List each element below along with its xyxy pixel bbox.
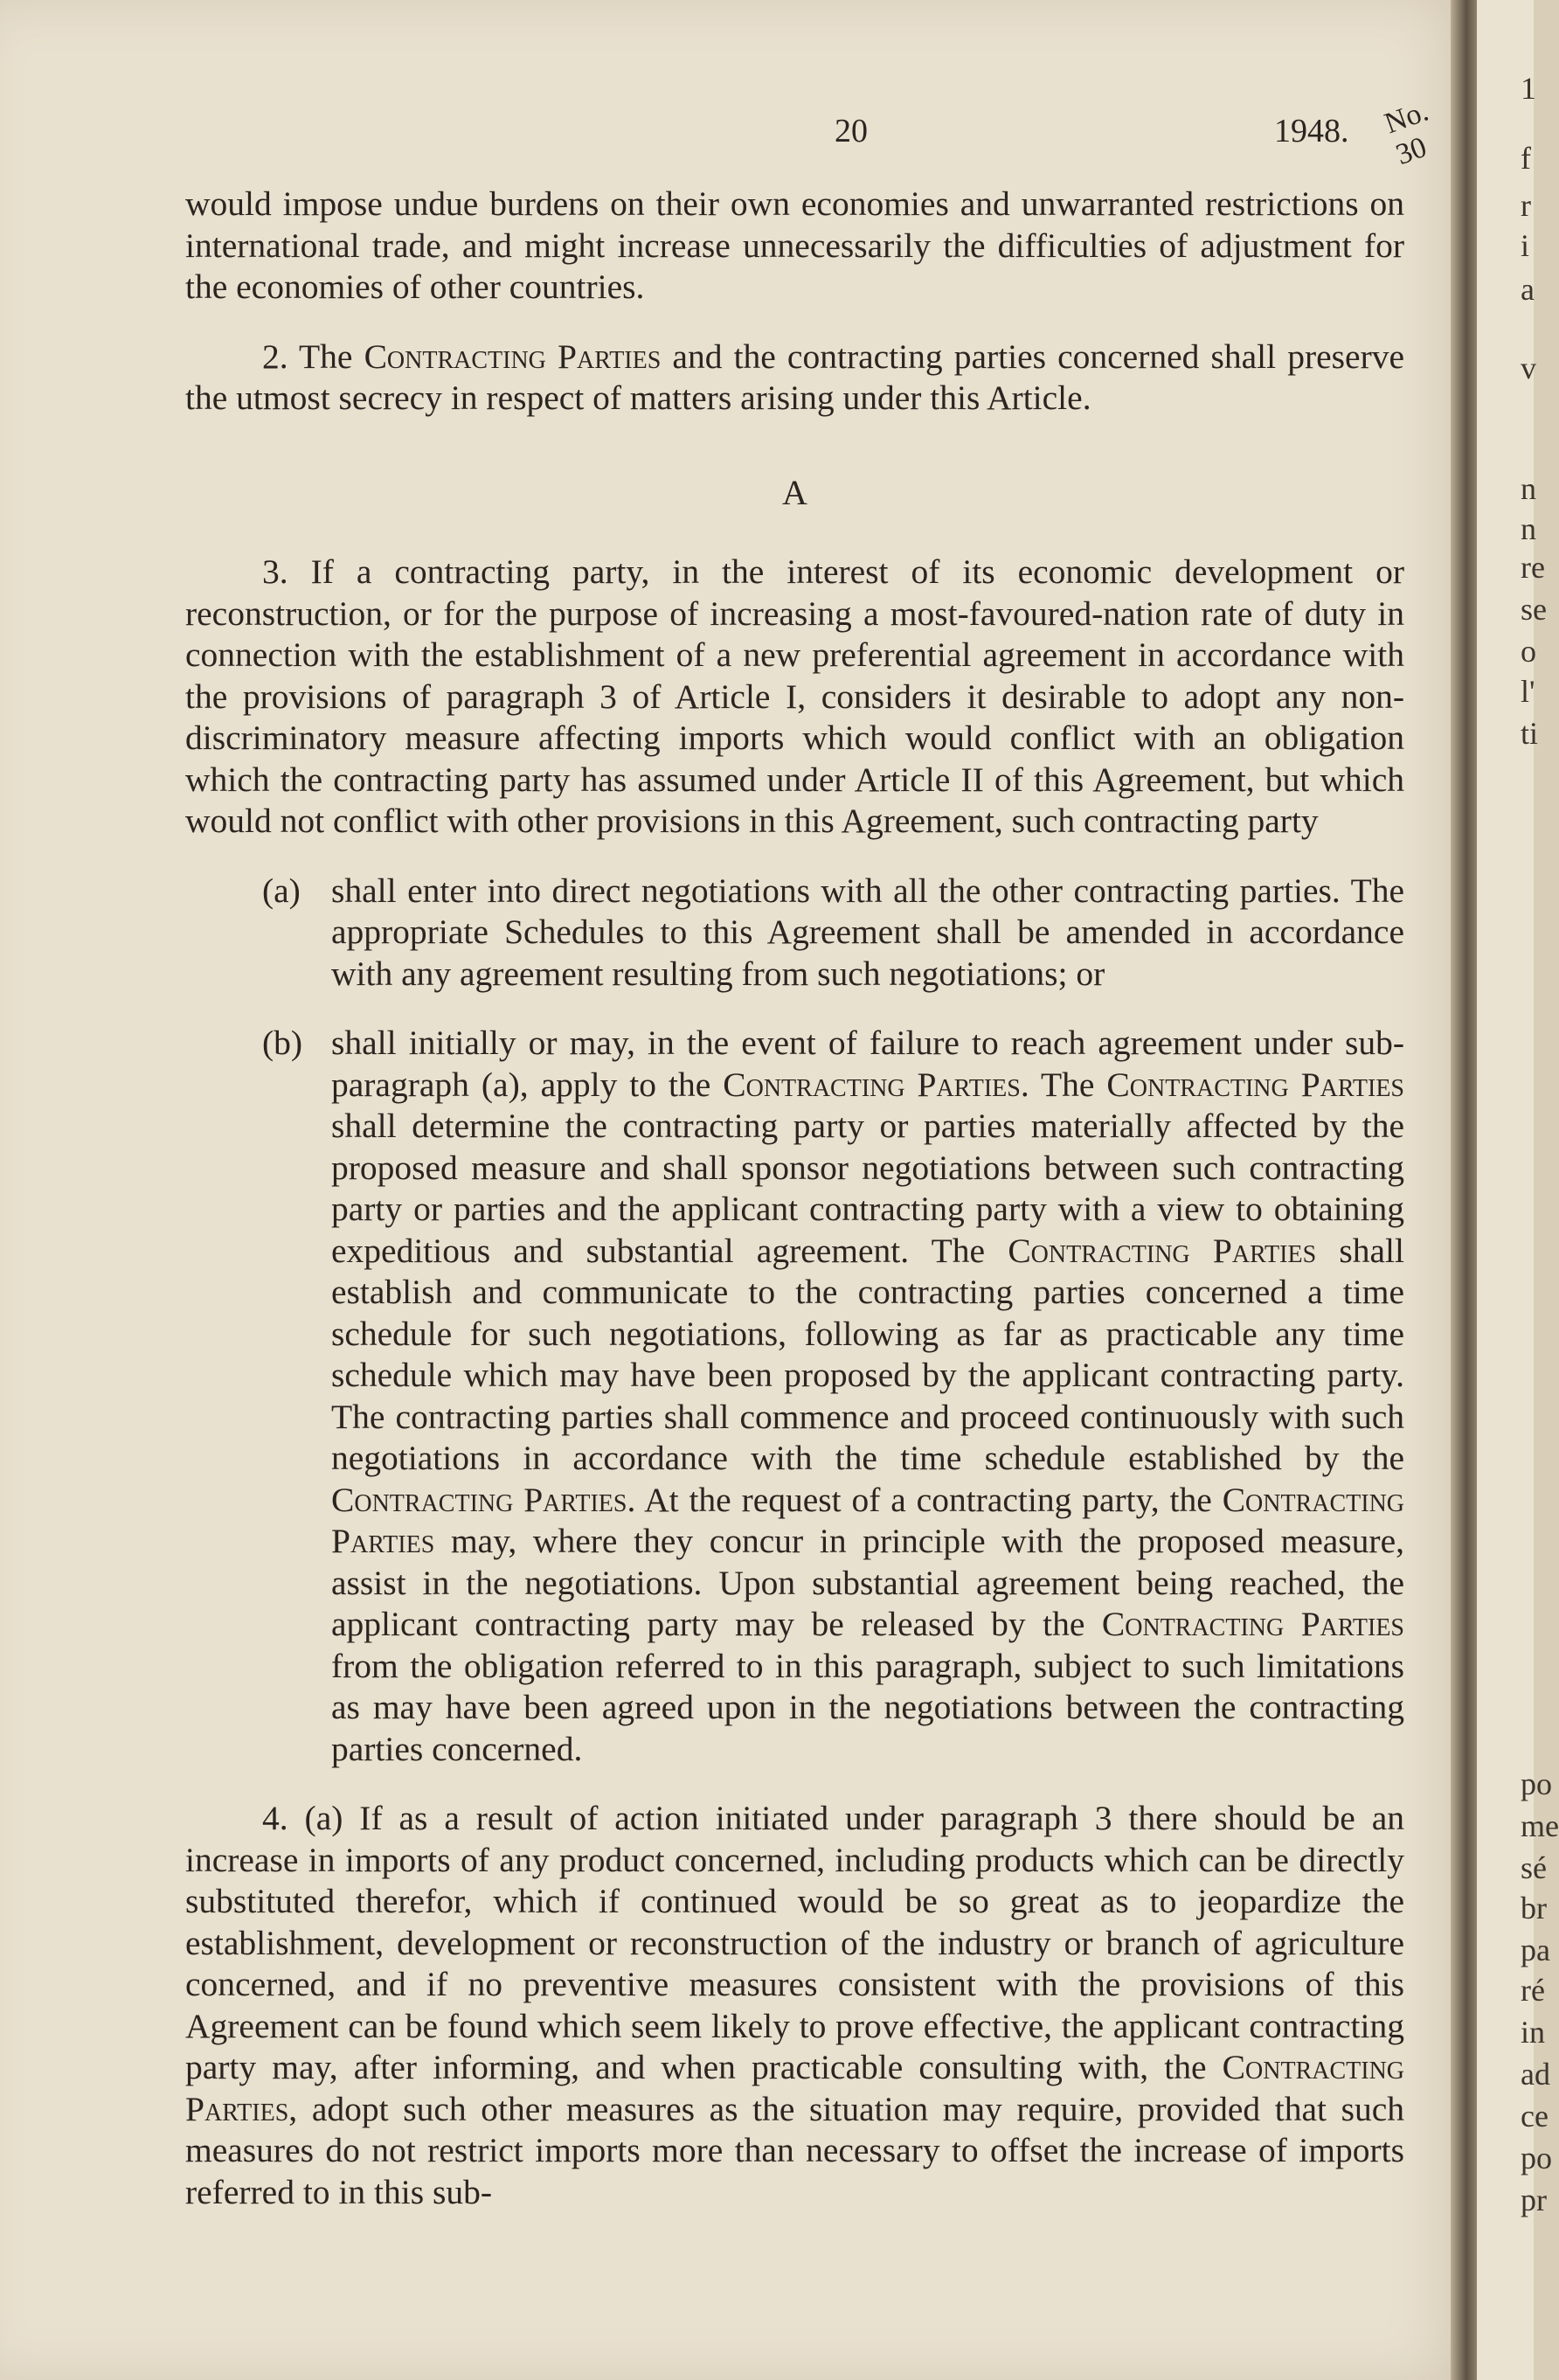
page-header [0,94,1468,172]
facing-fragment: sé [1521,1850,1547,1885]
subparagraph-b [185,1023,1404,1770]
facing-fragment: po [1521,2141,1552,2175]
page-number: 20 [835,113,868,149]
paragraph-4-text: adopt such other measures as the situation may require, provided that such measures do not restrict imports more than necessary to offset the increase of imports referred to in this sub- [185,2089,1405,2211]
subparagraph-a-label: (a) [262,871,301,910]
facing-fragment: f [1521,141,1531,176]
paragraph-4 [185,1798,1404,2213]
facing-fragment: 1 [1521,71,1536,106]
subparagraph-b-text: shall determine the contracting party or parties materially affected by the proposed measure and shall sponsor negotiations between such contracting party or parties and the applicant contracting party with a view to obtaining expeditious and substantial agreement. The [331,1107,1404,1270]
facing-fragment: se [1521,592,1547,627]
subparagraph-b-text: shall establish and communicate to the contracting parties concerned a time schedule for such negotiations, following as far as practicable any time schedule which may have been proposed by the applicant contracting party. The contracting parties shall commence and proceed continuously with such negotiations in accordance with the time schedule established by the [331,1231,1405,1477]
contracting-parties-term: Contracting Parties. [331,1480,636,1519]
paragraph-2 [185,337,1404,420]
facing-fragment: pr [1521,2182,1547,2217]
subparagraph-b-text: from the obligation referred to in this paragraph, subject to such limitations as may have been agreed upon in the negotiations between the contracting parties concerned. [331,1646,1404,1768]
facing-fragment: pa [1521,1932,1550,1967]
contracting-parties-term: Contracting Parties [1008,1231,1317,1270]
facing-fragment: me [1521,1808,1559,1843]
facing-fragment: n [1521,511,1536,546]
facing-fragment: ti [1521,716,1539,751]
section-heading: A [782,472,807,512]
facing-fragment: po [1521,1766,1552,1801]
document-body [185,184,1404,2213]
paragraph-continuation: would impose undue burdens on their own economies and unwarranted restrictions on international trade, and might increase unnecessarily the difficulties of adjustment for the economies of other countries. [185,184,1404,306]
facing-fragment: o [1521,634,1536,669]
paragraph-4-text: 4. (a) If as a result of action initiated under paragraph 3 there should be an increase in imports of any product concerned, including products which can be directly substituted therefor, which if continued would be so great as to jeopardize the establishment, development or reconstruction of the industry or branch of agriculture concerned, and if no preventive measures consistent with the provisions of this Agreement can be found which seem likely to prove effective, the applicant contracting party may, after informing, and when practicable consulting with, the [185,1799,1404,2086]
subparagraph-b-text: At the request of a contracting party, the [644,1480,1212,1519]
contracting-parties-term: Contracting Parties [364,337,662,376]
facing-fragment: re [1521,550,1545,585]
facing-fragment: r [1521,188,1531,223]
contracting-parties-term: Contracting Parties [331,1480,1405,1560]
contracting-parties-term: Contracting Parties [1106,1065,1405,1104]
contracting-parties-term: Contracting Parties, [185,2048,1405,2128]
facing-fragment: v [1521,350,1536,385]
facing-fragment: n [1521,471,1536,506]
paragraph-3: 3. If a contracting party, in the interest of its economic development or reconstruction, or for the purpose of increasing a most-favoured-nation rate of duty in connection with the establishment of a new preferential agreement in accordance with the provisions of paragraph 3 of Article I, considers it desirable to adopt any non-discriminatory measure affecting imports which would conflict with an obligation which the contracting party has assumed under Article II of this Agreement, but which would not conflict with other provisions in this Agreement, such contracting party [185,552,1404,840]
facing-fragment: in [1521,2015,1546,2050]
subparagraph-b-label: (b) [262,1023,303,1062]
contracting-parties-term: Contracting Parties. [723,1065,1029,1104]
facing-fragment: br [1521,1891,1547,1926]
facing-fragment: i [1521,228,1530,263]
subparagraph-a-text: shall enter into direct negotiations with all the other contracting parties. The appropriate Schedules to this Agreement shall be amended in accordance with any agreement resulting from such negotiations; or [331,871,1404,993]
subparagraph-a [185,871,1404,996]
page-year: 1948. [1274,113,1349,149]
facing-fragment: l' [1521,674,1535,709]
contracting-parties-term: Contracting Parties [1101,1605,1404,1643]
subparagraph-b-text: may, where they concur in principle with the proposed measure, assist in the negotiations. Upon substantial agreement being reached, the applicant contracting party may be released by the [331,1522,1404,1643]
volume-number: No. 30 [1380,94,1433,172]
book-gutter [1451,0,1477,2380]
paragraph-2-number: 2. The [262,337,353,376]
facing-fragment: ad [1521,2057,1550,2092]
facing-fragment: ré [1521,1973,1545,2008]
facing-page-edge [1477,0,1559,2380]
facing-fragment: a [1521,272,1535,307]
facing-fragment: ce [1521,2099,1549,2134]
subparagraph-b-text: shall initially or may, in the event of failure to reach agreement under sub-paragraph (a), apply to the [331,1023,1404,1104]
paragraph-2-text: and the contracting parties concerned shall preserve the utmost secrecy in respect of matters arising under this Article. [185,337,1405,417]
subparagraph-b-text: The [1041,1065,1095,1104]
